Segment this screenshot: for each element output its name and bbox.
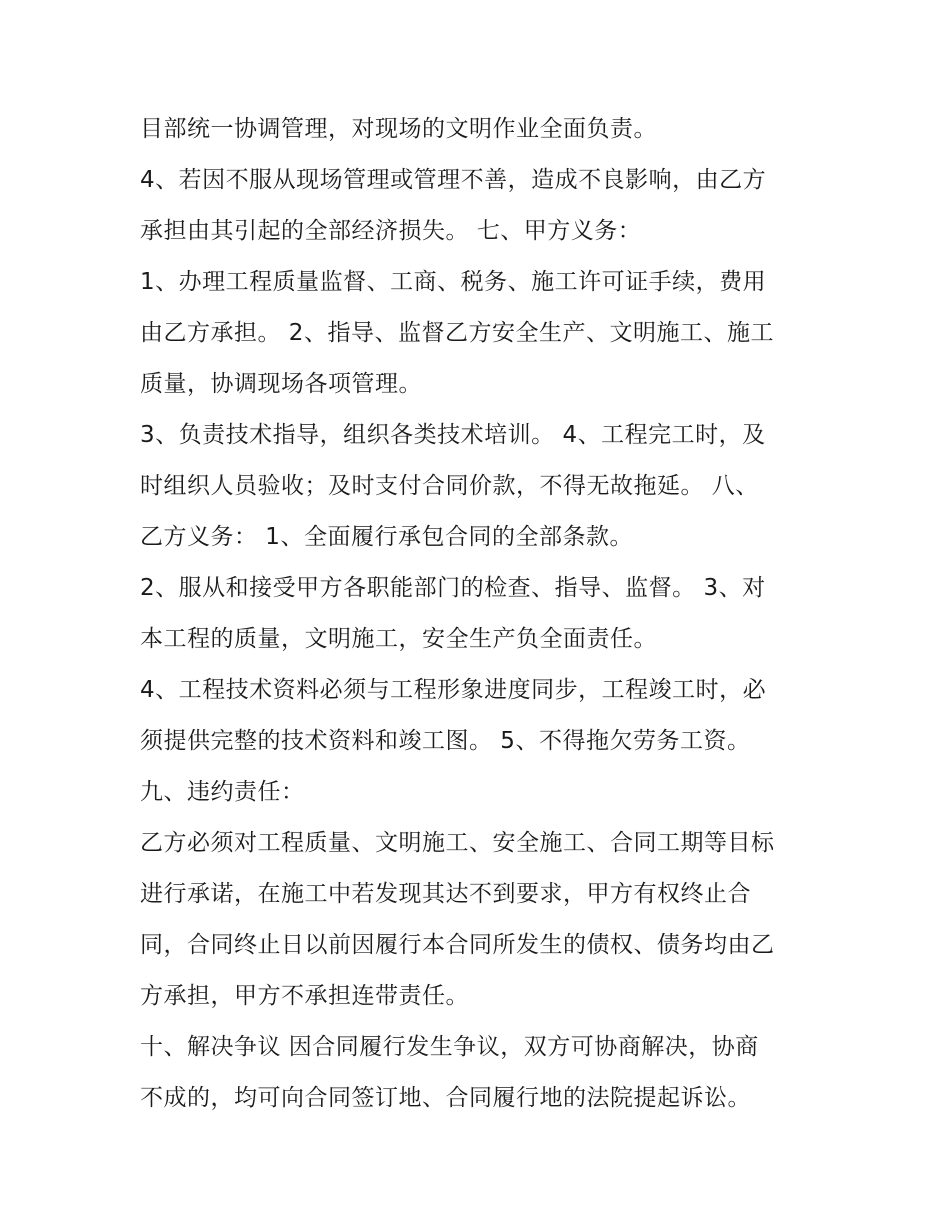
contract-text — [140, 104, 820, 1124]
text-line: 乙方义务： 1、全面履行承包合同的全部条款。 — [140, 524, 633, 550]
section-heading: 九、违约责任： — [140, 779, 305, 805]
text-line: 3、负责技术指导，组织各类技术培训。 4、工程完工时，及 — [140, 422, 766, 448]
text-line: 质量，协调现场各项管理。 — [140, 371, 422, 397]
text-line: 不成的，均可向合同签订地、合同履行地的法院提起诉讼。 — [140, 1085, 751, 1111]
text-line: 由乙方承担。 2、指导、监督乙方安全生产、文明施工、施工 — [140, 320, 774, 346]
text-line: 2、服从和接受甲方各职能部门的检查、指导、监督。 3、对 — [140, 575, 766, 601]
text-line: 4、工程技术资料必须与工程形象进度同步，工程竣工时，必 — [140, 677, 767, 703]
text-line: 时组织人员验收；及时支付合同价款，不得无故拖延。 八、 — [140, 473, 759, 499]
text-line: 4、若因不服从现场管理或管理不善，造成不良影响，由乙方 — [140, 167, 767, 193]
text-line: 目部统一协调管理，对现场的文明作业全面负责。 — [140, 116, 657, 142]
text-line: 方承担，甲方不承担连带责任。 — [140, 983, 469, 1009]
text-line: 本工程的质量，文明施工，安全生产负全面责任。 — [140, 626, 657, 652]
text-line: 承担由其引起的全部经济损失。 七、甲方义务： — [140, 218, 642, 244]
text-line: 同，合同终止日以前因履行本合同所发生的债权、债务均由乙 — [140, 932, 775, 958]
text-line: 乙方必须对工程质量、文明施工、安全施工、合同工期等目标 — [140, 830, 775, 856]
text-line: 1、办理工程质量监督、工商、税务、施工许可证手续，费用 — [140, 269, 767, 295]
text-line: 须提供完整的技术资料和竣工图。 5、不得拖欠劳务工资。 — [140, 728, 751, 754]
text-line: 进行承诺，在施工中若发现其达不到要求，甲方有权终止合 — [140, 881, 751, 907]
text-line: 十、解决争议 因合同履行发生争议，双方可协商解决，协商 — [140, 1034, 759, 1060]
